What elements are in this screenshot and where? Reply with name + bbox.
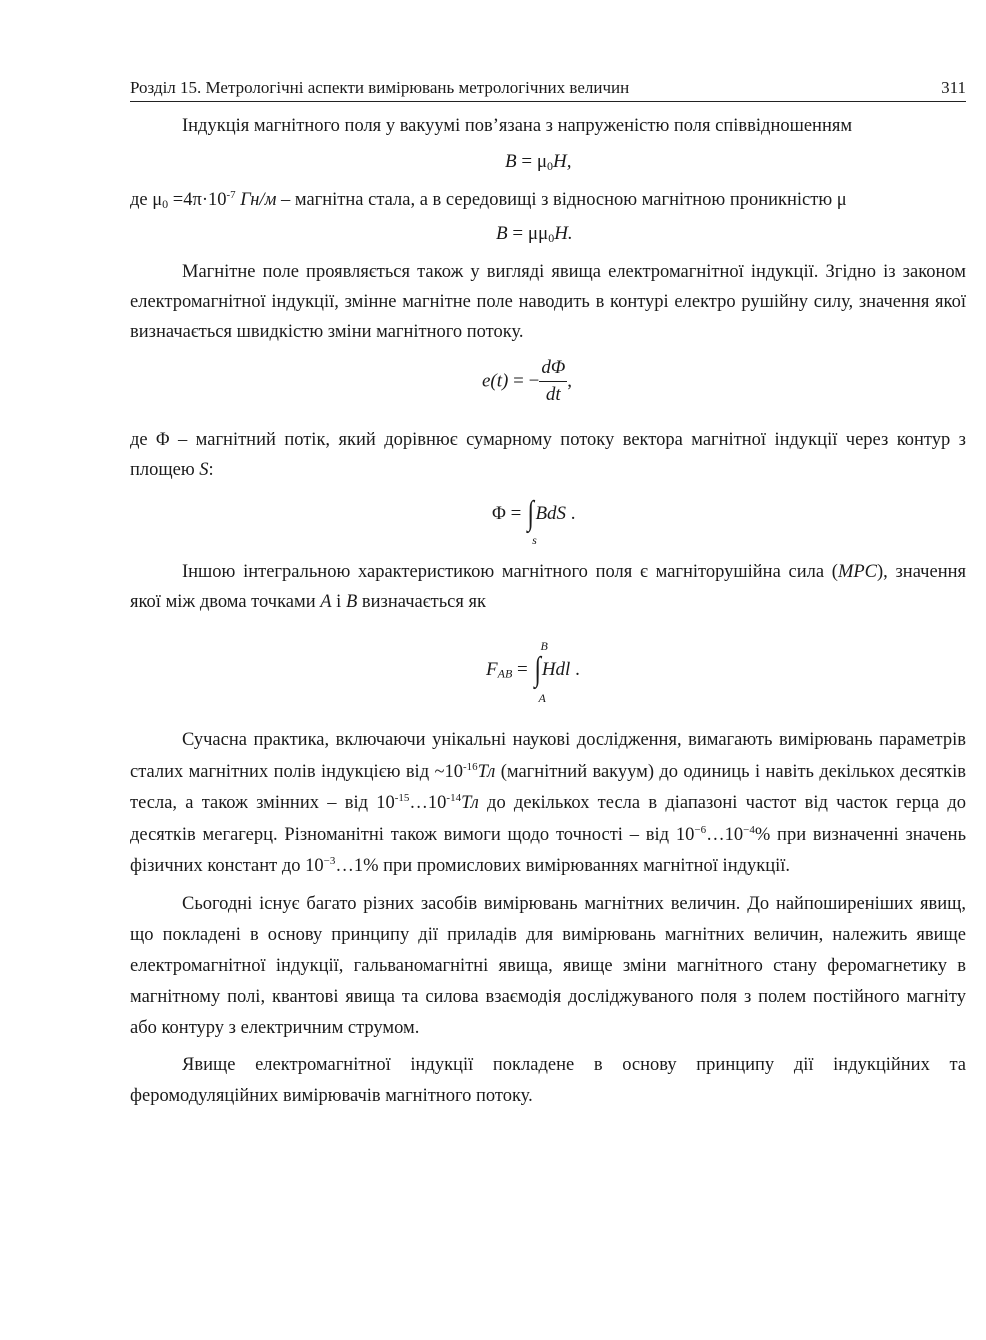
- paragraph-5: Іншою інтегральною характеристикою магнітного поля є магніторушійна сила (МРС), значення якої між двома точками A і B визначається як: [130, 562, 966, 612]
- equation-3: e(t) = − $\frac{d\Phi}{dt}$ ,: [130, 347, 966, 423]
- equation-1: $B = \mu_0H$,: [505, 151, 572, 173]
- equation-4: Φ = ∫ s BdS .: [492, 495, 576, 547]
- equation-2: $B = \mu\mu_0H$.: [496, 223, 573, 245]
- paragraph-6: Сучасна практика, включаючи унікальні наукові дослідження, вимагають вимірювань параметрів сталих магнітних полів індукцією від $\sim 10^{-16}Тл$ (магнітний вакуум) до одиниць і навіть декількох десятків тесла, а також змінних – від $10^{-15}\dots 10^{-14}Тл$ до декількох тесла в діапазоні частот від часток герца до десятків мегагерц. Різноманітні також вимоги щодо точності – від $10^{-6}\dots 10^{-4}\%$ при визначенні значень фізичних констант до $10^{-3}\dots 1\%$ при промислових вимірюваннях магнітної індукції.: [130, 730, 967, 876]
- integral-sign: ∫: [527, 495, 535, 532]
- paragraph-1: Індукція магнітного поля у вакуумі пов’язана з напруженістю поля співвідношенням: [182, 116, 853, 136]
- paragraph-2: де $\mu_0 =4\pi\cdot 10^{-7}$ Гн/м – магнітна стала, а в середовищі з відносною магнітною проникністю μ: [130, 189, 847, 211]
- eq3-denominator: dt: [545, 384, 561, 405]
- eq3-numerator: dΦ: [539, 355, 567, 382]
- header-title: Розділ 15. Метрологічні аспекти вимірювань метрологічних величин: [130, 78, 630, 97]
- paragraph-4: де Φ – магнітний потік, який дорівнює сумарному потоку вектора магнітної індукції через контур з площею S:: [130, 430, 966, 480]
- page: [130, 78, 966, 1112]
- page-number: 311: [941, 78, 966, 97]
- paragraph-7: Сьогодні існує багато різних засобів вимірювань магнітних величин. До найпоширеніших явищ, що покладені в основу принципу дії приладів для вимірювань магнітних величин, належить явище електромагнітної індукції, гальваномагнітні явища, явище зміни магнітного стану феромагнетику в магнітному полі, квантові явища та силова взаємодія досліджуваного поля з полем постійного магніту або контуру з електричним струмом.: [130, 893, 966, 1038]
- integral-sign: ∫: [533, 651, 541, 688]
- running-header: [130, 78, 966, 102]
- equation-5: $F_{AB}$ = B ∫ A Hdl .: [486, 639, 580, 705]
- paragraph-8: Явище електромагнітної індукції покладене в основу принципу дії індукційних та феромодуляційних вимірювачів магнітного потоку.: [130, 1054, 966, 1106]
- paragraph-3: Магнітне поле проявляється також у вигляді явища електромагнітної індукції. Згідно із законом електромагнітної індукції, змінне магнітне поле наводить в контурі електро рушійну силу, значення якої визначається швидкістю зміни магнітного потоку.: [130, 262, 966, 342]
- eq1-lhs: B: [505, 151, 517, 172]
